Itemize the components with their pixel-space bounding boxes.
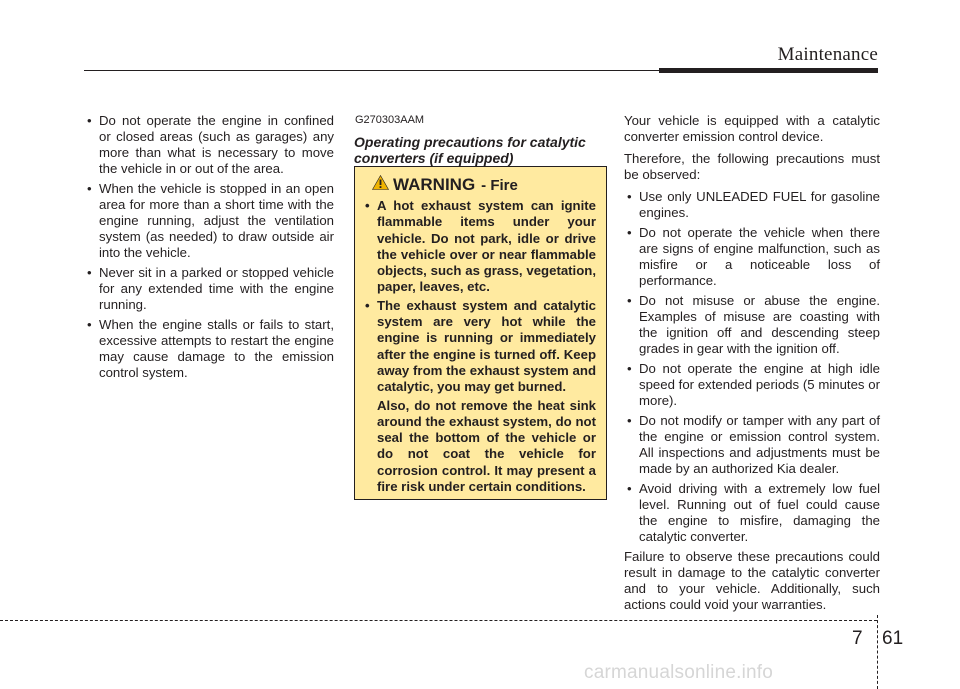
warning-triangle-icon xyxy=(372,175,389,195)
page-number: 61 xyxy=(882,628,904,649)
list-item: • When the engine stalls or fails to start, excessive attempts to restart the engine may cause damage to the emission control system. xyxy=(84,317,334,381)
list-item: • Do not operate the engine at high idle speed for extended periods (5 minutes or more). xyxy=(624,361,880,409)
header-rule xyxy=(84,70,659,71)
list-item: • Never sit in a parked or stopped vehicle for any extended time with the engine running. xyxy=(84,265,334,313)
chapter-number: 7 xyxy=(852,628,863,649)
footer-page-divider xyxy=(877,615,878,689)
middle-column xyxy=(354,112,608,166)
list-item: • Do not misuse or abuse the engine. Examples of misuse are coasting with the ignition off and descending steep grades in gear with the ignition off. xyxy=(624,293,880,357)
safety-list xyxy=(84,113,334,381)
intro-paragraph: Your vehicle is equipped with a catalytic converter emission control device. xyxy=(624,113,880,144)
list-item: • Do not operate the vehicle when there are signs of engine malfunction, such as misfire or a noticeable loss of performance. xyxy=(624,225,880,289)
list-item: • Do not operate the engine in confined or closed areas (such as garages) any more than what is necessary to move the vehicle in or out of the area. xyxy=(84,113,334,177)
closing-paragraph: Failure to observe these precautions could result in damage to the catalytic converter and to your vehicle. Additionally, such actions could void your warranties. xyxy=(624,549,880,612)
lead-paragraph: Therefore, the following precautions must be observed: xyxy=(624,151,880,182)
section-code: G270303AAM xyxy=(355,114,425,126)
footer-divider xyxy=(0,620,877,621)
warning-heading: WARNING xyxy=(393,175,476,194)
warning-subheading: - Fire xyxy=(481,176,518,194)
list-item: • When the vehicle is stopped in an open area for more than a short time with the engine running, adjust the ventilation system (as needed) to draw outside air into the vehicle. xyxy=(84,181,334,261)
list-item: • Avoid driving with a extremely low fuel level. Running out of fuel could cause the engine to misfire, damaging the catalytic converter. xyxy=(624,481,880,545)
warning-continuation: Also, do not remove the heat sink around the exhaust system, do not seal the bottom of the vehicle or do not coat the vehicle for corrosion control. It may present a fire risk under certain conditions. xyxy=(377,397,596,495)
right-column xyxy=(624,113,880,619)
watermark: carmanualsonline.info xyxy=(584,662,774,683)
list-item: • Use only UNLEADED FUEL for gasoline engines. xyxy=(624,189,880,221)
warning-item: • A hot exhaust system can ignite flammable items under your vehicle. Do not park, idle or drive the vehicle over or near flammable objects, such as grass, vegetation, paper, leaves, etc. xyxy=(362,198,596,296)
precaution-list xyxy=(624,189,880,545)
warning-item: • The exhaust system and catalytic system are very hot while the engine is running or immediately after the engine is turned off. Keep away from the exhaust system and catalytic, you may get burned. xyxy=(362,298,596,396)
warning-list xyxy=(362,198,596,396)
warning-header xyxy=(372,175,596,195)
list-item: • Do not modify or tamper with any part of the engine or emission control system. All inspections and adjustments must be made by an authorized Kia dealer. xyxy=(624,413,880,477)
section-title: Operating precautions for catalytic converters (if equipped) xyxy=(354,134,586,166)
warning-box xyxy=(354,166,607,500)
left-column xyxy=(84,113,334,385)
page-header-title: Maintenance xyxy=(777,44,878,65)
header-rule-accent xyxy=(659,68,878,73)
